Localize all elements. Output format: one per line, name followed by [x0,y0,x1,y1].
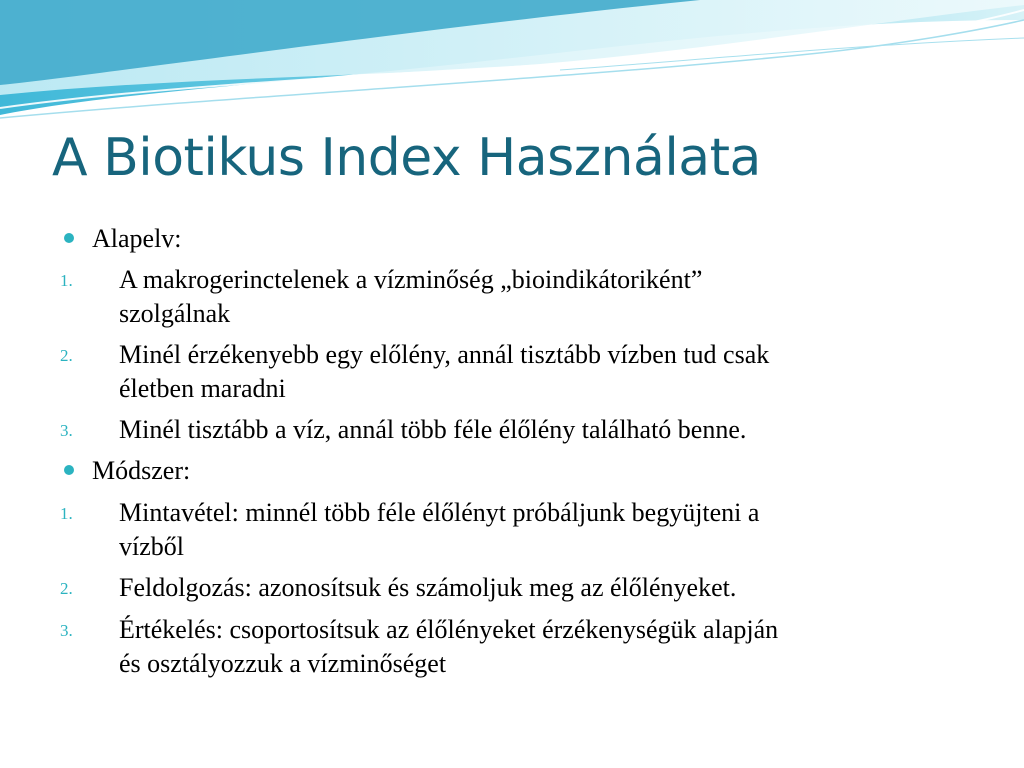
list-number: 2. [60,579,73,598]
bullet-icon [64,465,74,475]
list-item-text: A makrogerinctelenek a vízminőség „bioindikátoriként” [119,265,703,294]
list-item-text-continued: életben maradni [119,374,286,403]
list-item-text: Mintavétel: minnél több féle élőlényt próbáljunk begyüjteni a [119,498,760,527]
list-number: 1. [60,504,73,523]
list-number: 1. [60,271,73,290]
list-item-text-continued: és osztályozzuk a vízminőséget [119,649,447,678]
list-item-text: Értékelés: csoportosítsuk az élőlényeket érzékenységük alapján [119,615,779,644]
list-item-text: Minél érzékenyebb egy előlény, annál tisztább vízben tud csak [119,340,770,369]
list-item-text-continued: vízből [119,532,184,561]
list-number: 3. [60,421,73,440]
section-heading-modszer: Módszer: [92,456,191,485]
list-item-text: Feldolgozás: azonosítsuk és számoljuk meg az élőlényeket. [119,573,737,602]
bullet-icon [64,233,74,243]
list-number: 3. [60,621,73,640]
slide-title: A Biotikus Index Használata [52,128,761,188]
list-item-text: Minél tisztább a víz, annál több féle élőlény található benne. [119,415,747,444]
list-number: 2. [60,346,73,365]
section-heading-alapelv: Alapelv: [92,224,182,253]
list-item-text-continued: szolgálnak [119,299,231,328]
